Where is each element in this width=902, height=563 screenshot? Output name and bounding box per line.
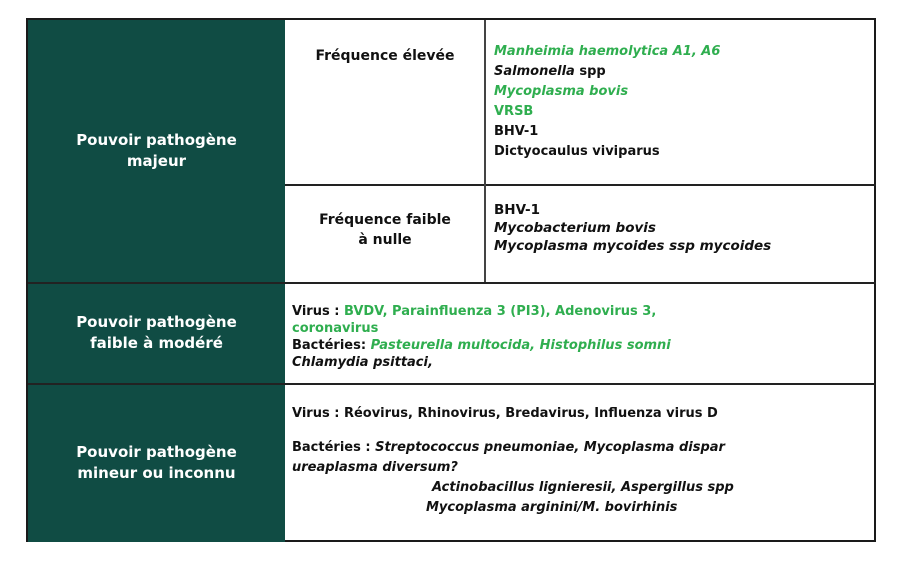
row-header-modere-line2: faible à modéré	[90, 334, 223, 352]
list-item: Manheimia haemolytica A1, A6	[494, 44, 721, 59]
sub-label-high-text: Fréquence élevée	[315, 48, 455, 64]
mineur-content	[292, 404, 872, 518]
list-item: Mycoplasma bovis	[494, 84, 629, 99]
divider-row2	[28, 383, 876, 385]
row-header-mineur-line2: mineur ou inconnu	[77, 464, 236, 482]
low-frequency-list	[494, 201, 771, 255]
row-header-majeur-line1: Pouvoir pathogène	[76, 131, 237, 149]
divider-majeur-sub	[285, 184, 876, 186]
divider-sub-column	[484, 20, 486, 282]
list-item: BHV-1	[494, 202, 541, 218]
mineur-bact-line2: ureaplasma diversum?	[292, 460, 458, 475]
modere-virus-line: Virus : BVDV, Parainfluenza 3 (PI3), Adenovirus 3,	[292, 304, 657, 319]
modere-bact-extra: Chlamydia psittaci,	[292, 355, 433, 370]
list-item: Mycobacterium bovis	[494, 220, 656, 236]
row-header-modere-line1: Pouvoir pathogène	[76, 313, 237, 331]
list-item: Dictyocaulus viviparus	[494, 144, 660, 159]
row-header-mineur	[28, 384, 285, 542]
sub-label-low-line2: à nulle	[358, 232, 412, 248]
row-header-modere	[28, 283, 285, 383]
row-header-mineur-line1: Pouvoir pathogène	[76, 443, 237, 461]
mineur-virus-line: Virus : Réovirus, Rhinovirus, Bredavirus, Influenza virus D	[292, 406, 718, 421]
modere-virus-line2: coronavirus	[292, 321, 379, 336]
row-header-majeur-line2: majeur	[126, 152, 187, 170]
list-item: BHV-1	[494, 124, 539, 139]
modere-bact-line: Bactéries: Pasteurella multocida, Histophilus somni	[292, 338, 671, 353]
sub-label-low-line1: Fréquence faible	[319, 212, 451, 228]
mineur-bact-line3: Actinobacillus lignieresii, Aspergillus spp	[432, 480, 734, 495]
list-item: Mycoplasma mycoides ssp mycoides	[494, 238, 772, 254]
pathogen-table	[26, 18, 876, 542]
row-header-majeur	[28, 20, 285, 282]
sub-label-low	[290, 210, 480, 250]
list-item: Salmonella spp	[494, 64, 606, 79]
mineur-bact-line4: Mycoplasma arginini/M. bovirhinis	[426, 500, 678, 515]
modere-content	[292, 303, 671, 371]
high-frequency-list	[494, 42, 720, 162]
list-item: VRSB	[494, 104, 534, 119]
sub-label-high	[290, 46, 480, 66]
mineur-bact-line1: Bactéries : Streptococcus pneumoniae, Mycoplasma dispar	[292, 440, 725, 455]
divider-row1	[28, 282, 876, 284]
